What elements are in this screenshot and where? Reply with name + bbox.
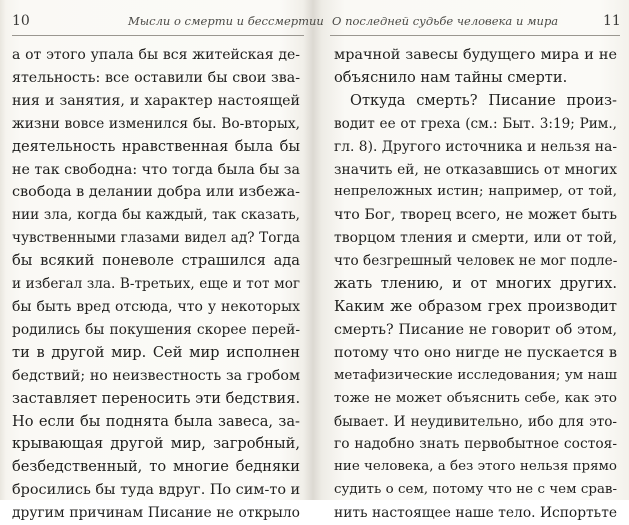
page-number: 11 [603,13,621,29]
text-line: бы быть вред отсюда, что у некоторых [12,298,300,315]
text-line: родились бы покушения скорее перей- [12,321,300,338]
text-line: крывающая другой мир, загробный, [12,435,300,453]
text-line: чувственными глазами видел ад? Тогда [12,230,300,247]
text-line: непреложных истин; например, от той, [334,184,617,200]
text-line: смерть? Писание не говорит об этом, [334,321,617,338]
text-line: бывает. И неудивительно, ибо для это- [334,413,617,430]
text-line: гл. 8). Другого источника и нельзя на- [334,138,617,155]
right-page [316,0,629,522]
text-line: потому что оно нигде не пускается в [334,344,617,361]
text-line: творцом тления и смерти, или от той, [334,230,617,247]
text-line: ятельность: все оставили бы свои зва- [12,69,300,86]
text-line: не так свободна: что тогда была бы за [12,161,300,178]
text-line: значить ей, не отказавшись от многих [334,161,617,178]
text-line: деятельность нравственная была бы [12,137,300,155]
running-head: Мысли о смерти и бессмертии [128,14,324,28]
text-line: нии зла, когда бы каждый, так сказать, [12,207,300,224]
body-text [334,44,617,525]
text-line: Откуда смерть? Писание произ- [350,91,617,109]
text-line: ние человека, а без этого нельзя прямо [334,459,617,475]
text-line: заставляет переносить эти бедствия. [12,389,301,407]
text-line: ния и занятия, и характер настоящей [12,92,300,109]
page-number: 10 [12,13,30,29]
running-head: О последней судьбе человека и мира [332,14,559,28]
text-line: ти в другой мир. Сей мир исполнен [12,343,300,361]
header-rule [12,35,304,36]
text-line: тоже не может объяснить себе, как это [334,390,617,406]
text-line: что безгрешный человек не мог подле- [334,253,618,270]
text-line: что Бог, творец всего, не может быть [334,207,617,224]
text-line: другим причинам Писание не открыло [12,505,300,522]
text-line: нить настоящее наше тело. Испортьте [334,505,617,522]
text-line: водит ее от греха (см.: Быт. 3:19; Рим., [334,115,617,132]
text-line: бедствий; но неизвестность за гробом [12,367,300,384]
text-line: Но если бы поднята была завеса, за- [12,412,300,430]
text-line: безбедственный, то многие бедняки [12,458,300,476]
text-line: а от этого упала бы вся житейская де- [12,47,300,63]
body-text [12,44,300,525]
header-rule [330,35,620,36]
text-line: метафизические исследования; ум наш [334,367,617,383]
text-line: мрачной завесы будущего мира и не [334,47,617,63]
text-line: свобода в делании добра или избежа- [12,184,301,201]
text-line: жизни вовсе изменился бы. Во-вторых, [12,115,300,132]
text-line: и избегал зла. В-третьих, еще и тот мог [12,276,300,293]
text-line: судить о сем, потому что не с чем срав- [334,482,617,498]
text-line: го надобно знать первобытное состоя- [334,436,617,453]
text-line: объяснило нам тайны смерти. [334,68,568,86]
text-line: бы всякий поневоле страшился ада [12,252,300,270]
text-line: жать тлению, и от многих других. [334,275,617,293]
text-line: Каким же образом грех производит [334,297,617,315]
text-line: бросились бы туда вдруг. По сим-то и [12,482,301,499]
